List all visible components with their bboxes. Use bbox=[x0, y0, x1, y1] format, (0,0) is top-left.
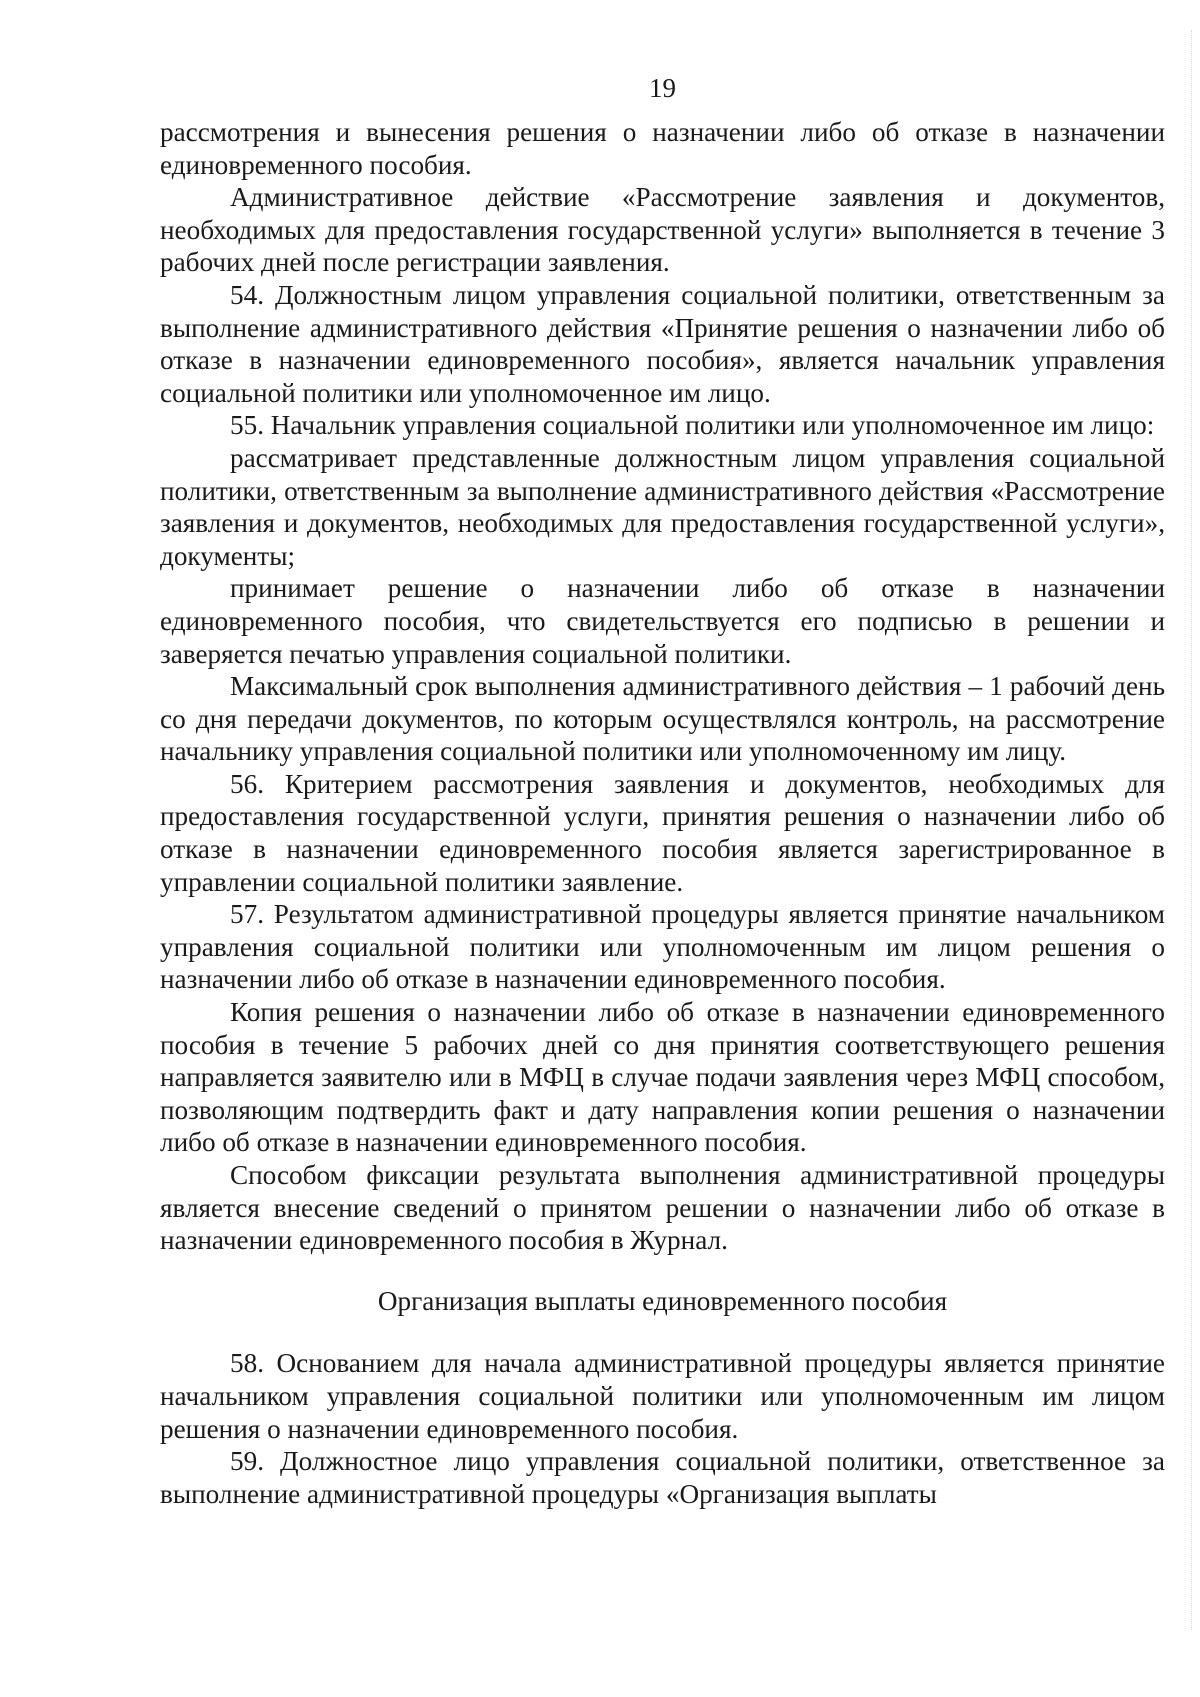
paragraph: Копия решения о назначении либо об отказе в назначении единовременного пособия в течение 5 рабочих дней со дня принятия соответствующего решения направляется заявителю или в МФЦ в случае подачи заявления через МФЦ способом, позволяющим подтвердить факт и дату направления копии решения о назначении либо об отказе в назначении единовременного пособия. bbox=[160, 997, 1165, 1158]
paragraph-continuation: рассмотрения и вынесения решения о назначении либо об отказе в назначении единовременного пособия. bbox=[160, 117, 1165, 180]
scan-edge-marks bbox=[1189, 30, 1192, 1630]
paragraph-item-59: 59. Должностное лицо управления социальной политики, ответственное за выполнение административной процедуры «Организация выплаты bbox=[160, 1446, 1165, 1509]
document-body bbox=[160, 116, 1165, 1510]
paragraph: Административное действие «Рассмотрение заявления и документов, необходимых для предоставления государственной услуги» выполняется в течение 3 рабочих дней после регистрации заявления. bbox=[160, 182, 1165, 278]
paragraph-item-58: 58. Основанием для начала административной процедуры является принятие начальником управления социальной политики или уполномоченным им лицом решения о назначении единовременного пособия. bbox=[160, 1348, 1165, 1444]
section-heading: Организация выплаты единовременного пособия bbox=[377, 1285, 948, 1316]
paragraph: принимает решение о назначении либо об отказе в назначении единовременного пособия, что свидетельствуется его подписью в решении и заверяется печатью управления социальной политики. bbox=[160, 573, 1165, 669]
paragraph-item-54: 54. Должностным лицом управления социальной политики, ответственным за выполнение административного действия «Принятие решения о назначении либо об отказе в назначении единовременного пособия», является начальник управления социальной политики или уполномоченное им лицо. bbox=[160, 279, 1165, 408]
paragraph: Максимальный срок выполнения административного действия – 1 рабочий день со дня передачи документов, по которым осуществлялся контроль, на рассмотрение начальнику управления социальной политики или уполномоченному им лицу. bbox=[160, 671, 1165, 767]
paragraph: Способом фиксации результата выполнения административной процедуры является внесение сведений о принятом решении о назначении либо об отказе в назначении единовременного пособия в Журнал. bbox=[160, 1160, 1165, 1256]
paragraph-item-55: 55. Начальник управления социальной политики или уполномоченное им лицо: bbox=[230, 410, 1155, 441]
page-number: 19 bbox=[649, 73, 676, 103]
paragraph-item-56: 56. Критерием рассмотрения заявления и документов, необходимых для предоставления государственной услуги, принятия решения о назначении либо об отказе в назначении единовременного пособия является зарегистрированное в управлении социальной политики заявление. bbox=[160, 768, 1165, 897]
paragraph-item-57: 57. Результатом административной процедуры является принятие начальником управления социальной политики или уполномоченным им лицом решения о назначении либо об отказе в назначении единовременного пособия. bbox=[160, 899, 1165, 995]
paragraph: рассматривает представленные должностным лицом управления социальной политики, ответственным за выполнение административного действия «Рассмотрение заявления и документов, необходимых для предоставления государственной услуги», документы; bbox=[160, 442, 1165, 571]
